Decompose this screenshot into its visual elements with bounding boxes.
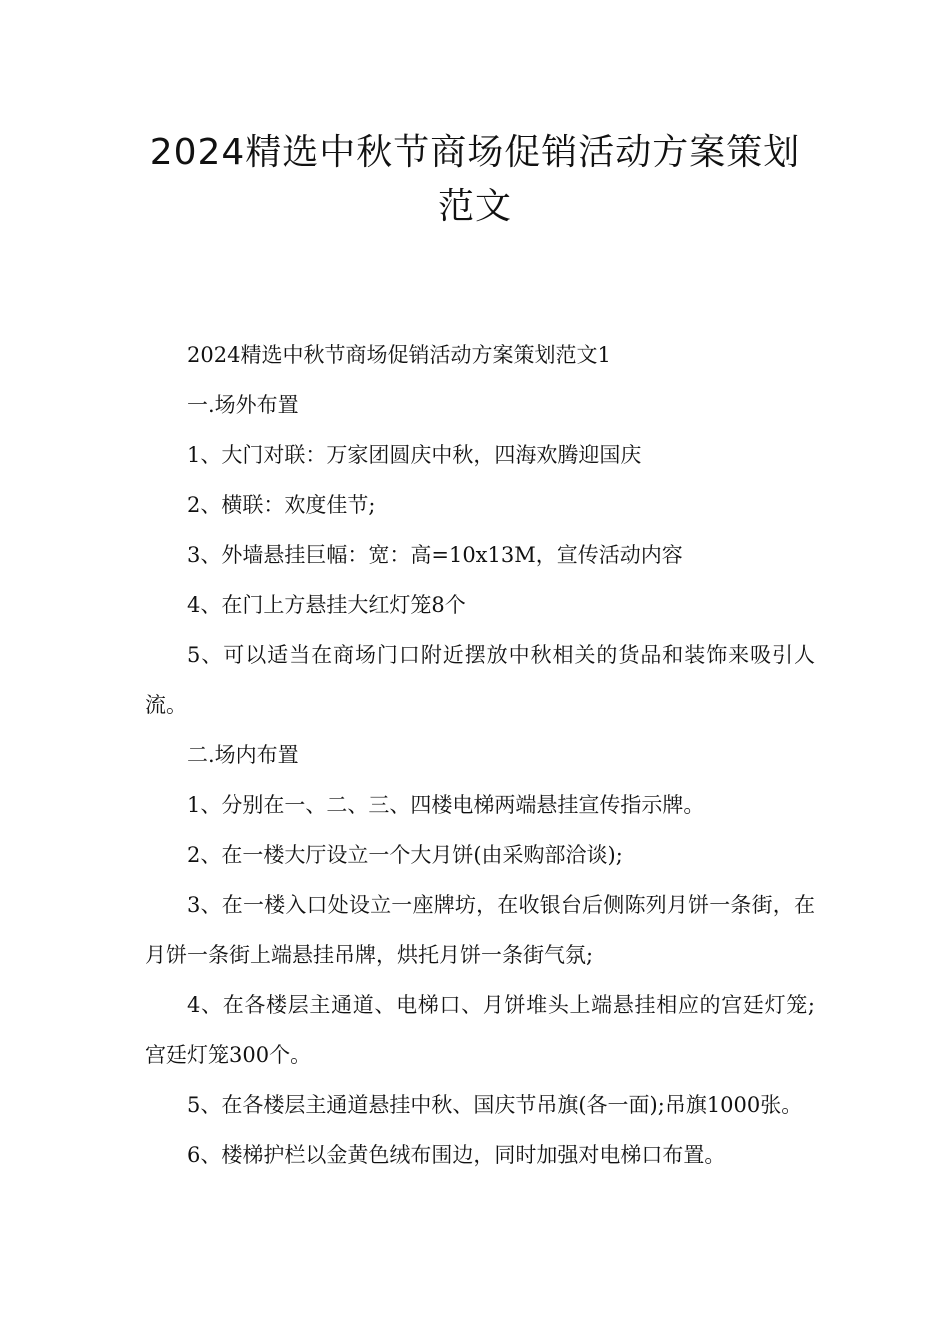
paragraph: 5、可以适当在商场门口附近摆放中秋相关的货品和装饰来吸引人流。 bbox=[145, 643, 815, 717]
paragraph: 3、外墙悬挂巨幅：宽：高=10x13M，宣传活动内容 bbox=[187, 543, 683, 567]
paragraph: 4、在各楼层主通道、电梯口、月饼堆头上端悬挂相应的宫廷灯笼;宫廷灯笼300个。 bbox=[145, 993, 815, 1067]
paragraph: 2、横联：欢度佳节; bbox=[187, 493, 376, 517]
section-heading-inside: 二.场内布置 bbox=[187, 743, 299, 767]
document-title bbox=[100, 126, 850, 234]
title-line-1: 2024精选中秋节商场促销活动方案策划 bbox=[149, 132, 801, 173]
paragraph: 3、在一楼入口处设立一座牌坊，在收银台后侧陈列月饼一条街，在月饼一条街上端悬挂吊牌，烘托月饼一条街气氛; bbox=[145, 893, 815, 967]
section-heading-outside: 一.场外布置 bbox=[187, 393, 299, 417]
paragraph: 2、在一楼大厅设立一个大月饼(由采购部洽谈); bbox=[187, 843, 623, 867]
paragraph: 4、在门上方悬挂大红灯笼8个 bbox=[187, 593, 466, 617]
paragraph-heading-1: 2024精选中秋节商场促销活动方案策划范文1 bbox=[187, 343, 611, 367]
paragraph: 5、在各楼层主通道悬挂中秋、国庆节吊旗(各一面);吊旗1000张。 bbox=[187, 1093, 803, 1117]
paragraph: 6、楼梯护栏以金黄色绒布围边，同时加强对电梯口布置。 bbox=[187, 1143, 726, 1167]
paragraph: 1、大门对联：万家团圆庆中秋，四海欢腾迎国庆 bbox=[187, 443, 642, 467]
title-line-2: 范文 bbox=[437, 186, 512, 227]
document-body bbox=[145, 330, 815, 1180]
paragraph: 1、分别在一、二、三、四楼电梯两端悬挂宣传指示牌。 bbox=[187, 793, 705, 817]
